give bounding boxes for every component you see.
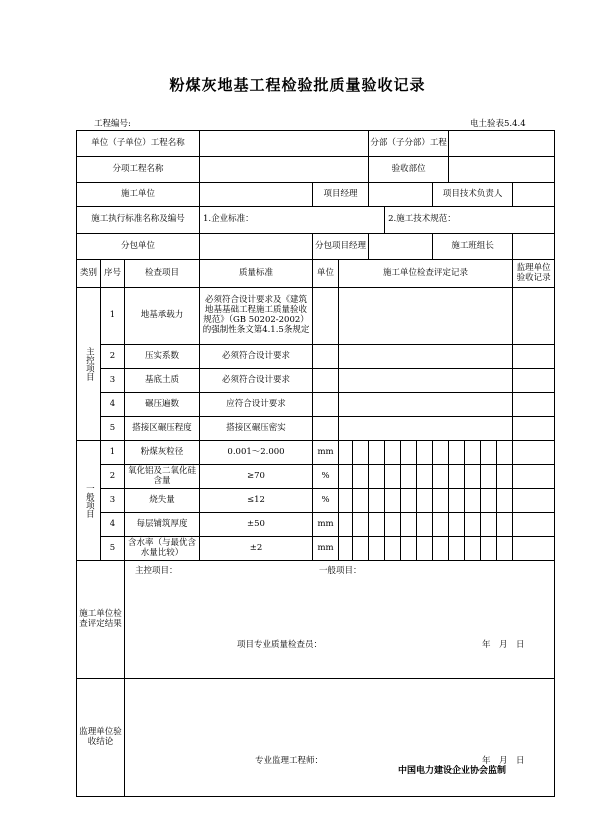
record-cell[interactable] (401, 465, 417, 489)
general-row-standard: ±2 (200, 537, 313, 561)
main-row-standard: 必须符合设计要求及《建筑地基基础工程施工质量验收规范》（GB 50202-2002）的强制性条文第4.1.5条规定 (200, 288, 313, 345)
main-row-standard: 必须符合设计要求 (200, 369, 313, 393)
main-row-record[interactable] (339, 369, 513, 393)
record-cell[interactable] (465, 441, 481, 465)
record-cell[interactable] (417, 441, 433, 465)
main-row-item: 碾压遍数 (125, 393, 200, 417)
record-cell[interactable] (449, 465, 465, 489)
general-row-supervision[interactable] (513, 465, 555, 489)
main-row-seq: 4 (101, 393, 125, 417)
main-row-supervision[interactable] (513, 345, 555, 369)
record-cell[interactable] (465, 513, 481, 537)
general-row-unit: mm (313, 513, 339, 537)
record-cell[interactable] (401, 489, 417, 513)
record-cell[interactable] (433, 465, 449, 489)
tech-lead-value[interactable] (513, 183, 555, 207)
standard-label: 施工执行标准名称及编号 (77, 207, 200, 234)
main-row-standard: 应符合设计要求 (200, 393, 313, 417)
record-cell[interactable] (481, 465, 497, 489)
main-row-seq: 1 (101, 288, 125, 345)
unit-project-value[interactable] (200, 131, 369, 157)
main-row-record[interactable] (339, 417, 513, 441)
record-cell[interactable] (369, 441, 385, 465)
record-cell[interactable] (417, 465, 433, 489)
col-seq: 序号 (101, 260, 125, 288)
main-row-item: 基底土质 (125, 369, 200, 393)
record-cell[interactable] (369, 465, 385, 489)
main-group-label: 主控项目 (77, 288, 101, 441)
record-cell[interactable] (497, 489, 513, 513)
general-group-label: 一般项目 (77, 441, 101, 561)
record-cell[interactable] (401, 441, 417, 465)
division-project-label: 分部（子分部）工程 (369, 131, 449, 157)
quality-inspector-label: 项目专业质量检查员： (237, 640, 323, 650)
record-cell[interactable] (433, 537, 449, 561)
main-control-result-label: 主控项目： (135, 566, 178, 576)
division-project-value[interactable] (449, 131, 555, 157)
main-row-item: 压实系数 (125, 345, 200, 369)
general-row-supervision[interactable] (513, 513, 555, 537)
footer-issuer: 中国电力建设企业协会监制 (398, 766, 507, 776)
record-cell[interactable] (353, 513, 369, 537)
subcontractor-label: 分包单位 (77, 234, 200, 260)
general-row-standard: 0.001～2.000 (200, 441, 313, 465)
main-row-unit (313, 393, 339, 417)
general-row-seq: 4 (101, 513, 125, 537)
construction-unit-label: 施工单位 (77, 183, 200, 207)
col-supervision: 监理单位验收记录 (513, 260, 555, 288)
main-row-unit (313, 345, 339, 369)
record-cell[interactable] (385, 465, 401, 489)
record-cell[interactable] (385, 513, 401, 537)
record-cell[interactable] (449, 441, 465, 465)
main-row-supervision[interactable] (513, 369, 555, 393)
general-row-standard: ≤12 (200, 489, 313, 513)
crew-leader-label: 施工班组长 (433, 234, 513, 260)
record-cell[interactable] (433, 441, 449, 465)
record-cell[interactable] (497, 441, 513, 465)
record-cell[interactable] (433, 513, 449, 537)
record-cell[interactable] (401, 537, 417, 561)
general-row-unit: % (313, 489, 339, 513)
record-cell[interactable] (481, 441, 497, 465)
record-cell[interactable] (497, 537, 513, 561)
subcontractor-value[interactable] (200, 234, 313, 260)
general-result-label: 一般项目： (319, 566, 362, 576)
general-row-unit: % (313, 465, 339, 489)
supervision-engineer-label: 专业监理工程师： (255, 756, 324, 766)
general-row-seq: 2 (101, 465, 125, 489)
record-cell[interactable] (417, 513, 433, 537)
main-row-supervision[interactable] (513, 288, 555, 345)
page-title: 粉煤灰地基工程检验批质量验收记录 (169, 76, 426, 94)
col-item: 检查项目 (125, 260, 200, 288)
record-cell[interactable] (449, 489, 465, 513)
main-row-unit (313, 417, 339, 441)
acceptance-form-table (76, 130, 555, 797)
sub-manager-label: 分包项目经理 (313, 234, 369, 260)
record-cell[interactable] (339, 441, 353, 465)
general-row-supervision[interactable] (513, 489, 555, 513)
construction-eval-area[interactable] (125, 561, 555, 679)
col-record: 施工单位检查评定记录 (339, 260, 513, 288)
main-row-unit (313, 288, 339, 345)
record-cell[interactable] (401, 513, 417, 537)
main-row-supervision[interactable] (513, 417, 555, 441)
general-row-supervision[interactable] (513, 441, 555, 465)
record-cell[interactable] (481, 489, 497, 513)
project-manager-value[interactable] (369, 183, 433, 207)
main-row-item: 搭接区碾压程度 (125, 417, 200, 441)
general-row-item: 烧失量 (125, 489, 200, 513)
general-row-seq: 3 (101, 489, 125, 513)
general-row-standard: ≥70 (200, 465, 313, 489)
general-row-seq: 1 (101, 441, 125, 465)
form-code: 电土验表5.4.4 (470, 119, 526, 129)
construction-unit-value[interactable] (200, 183, 313, 207)
record-cell[interactable] (417, 537, 433, 561)
record-cell[interactable] (417, 489, 433, 513)
record-cell[interactable] (481, 513, 497, 537)
general-row-seq: 5 (101, 537, 125, 561)
record-cell[interactable] (353, 441, 369, 465)
enterprise-standard-label: 1.企业标准： (200, 207, 385, 234)
record-cell[interactable] (339, 537, 353, 561)
supervision-eval-label: 监理单位验收结论 (77, 679, 125, 797)
col-standard: 质量标准 (200, 260, 313, 288)
record-cell[interactable] (497, 465, 513, 489)
general-row-unit: mm (313, 537, 339, 561)
general-row-item: 每层铺筑厚度 (125, 513, 200, 537)
project-manager-label: 项目经理 (313, 183, 369, 207)
general-row-item: 粉煤灰粒径 (125, 441, 200, 465)
general-row-item: 氧化铝及二氧化硅含量 (125, 465, 200, 489)
main-row-item: 地基承载力 (125, 288, 200, 345)
col-category: 类别 (77, 260, 101, 288)
record-cell[interactable] (339, 489, 353, 513)
general-row-standard: ±50 (200, 513, 313, 537)
record-cell[interactable] (353, 489, 369, 513)
record-cell[interactable] (339, 465, 353, 489)
record-cell[interactable] (385, 489, 401, 513)
main-row-record[interactable] (339, 393, 513, 417)
supervision-eval-area[interactable] (125, 679, 555, 797)
main-row-standard: 必须符合设计要求 (200, 345, 313, 369)
general-row-item: 含水率（与最优含水量比较） (125, 537, 200, 561)
construction-eval-label: 施工单位检查评定结果 (77, 561, 125, 679)
technical-spec-label: 2.施工技术规范： (385, 207, 555, 234)
main-row-seq: 3 (101, 369, 125, 393)
main-row-standard: 搭接区碾压密实 (200, 417, 313, 441)
record-cell[interactable] (369, 537, 385, 561)
record-cell[interactable] (369, 513, 385, 537)
unit-project-label: 单位（子单位）工程名称 (77, 131, 200, 157)
main-row-supervision[interactable] (513, 393, 555, 417)
record-cell[interactable] (449, 537, 465, 561)
record-cell[interactable] (481, 537, 497, 561)
record-cell[interactable] (385, 537, 401, 561)
crew-leader-value[interactable] (513, 234, 555, 260)
record-cell[interactable] (465, 489, 481, 513)
main-row-unit (313, 369, 339, 393)
record-cell[interactable] (339, 513, 353, 537)
supervision-date-label: 年 月 日 (482, 756, 525, 766)
record-cell[interactable] (353, 465, 369, 489)
project-number-label: 工程编号: (94, 119, 131, 129)
record-cell[interactable] (369, 489, 385, 513)
record-cell[interactable] (465, 465, 481, 489)
col-unit: 单位 (313, 260, 339, 288)
record-cell[interactable] (497, 513, 513, 537)
record-cell[interactable] (353, 537, 369, 561)
general-row-supervision[interactable] (513, 537, 555, 561)
acceptance-part-value[interactable] (449, 157, 555, 183)
main-row-record[interactable] (339, 288, 513, 345)
subitem-project-value[interactable] (200, 157, 369, 183)
tech-lead-label: 项目技术负责人 (433, 183, 513, 207)
record-cell[interactable] (449, 513, 465, 537)
main-row-seq: 2 (101, 345, 125, 369)
general-row-unit: mm (313, 441, 339, 465)
acceptance-part-label: 验收部位 (369, 157, 449, 183)
record-cell[interactable] (385, 441, 401, 465)
main-row-record[interactable] (339, 345, 513, 369)
main-row-seq: 5 (101, 417, 125, 441)
record-cell[interactable] (465, 537, 481, 561)
record-cell[interactable] (433, 489, 449, 513)
construction-date-label: 年 月 日 (482, 640, 525, 650)
subitem-project-label: 分项工程名称 (77, 157, 200, 183)
sub-manager-value[interactable] (369, 234, 433, 260)
